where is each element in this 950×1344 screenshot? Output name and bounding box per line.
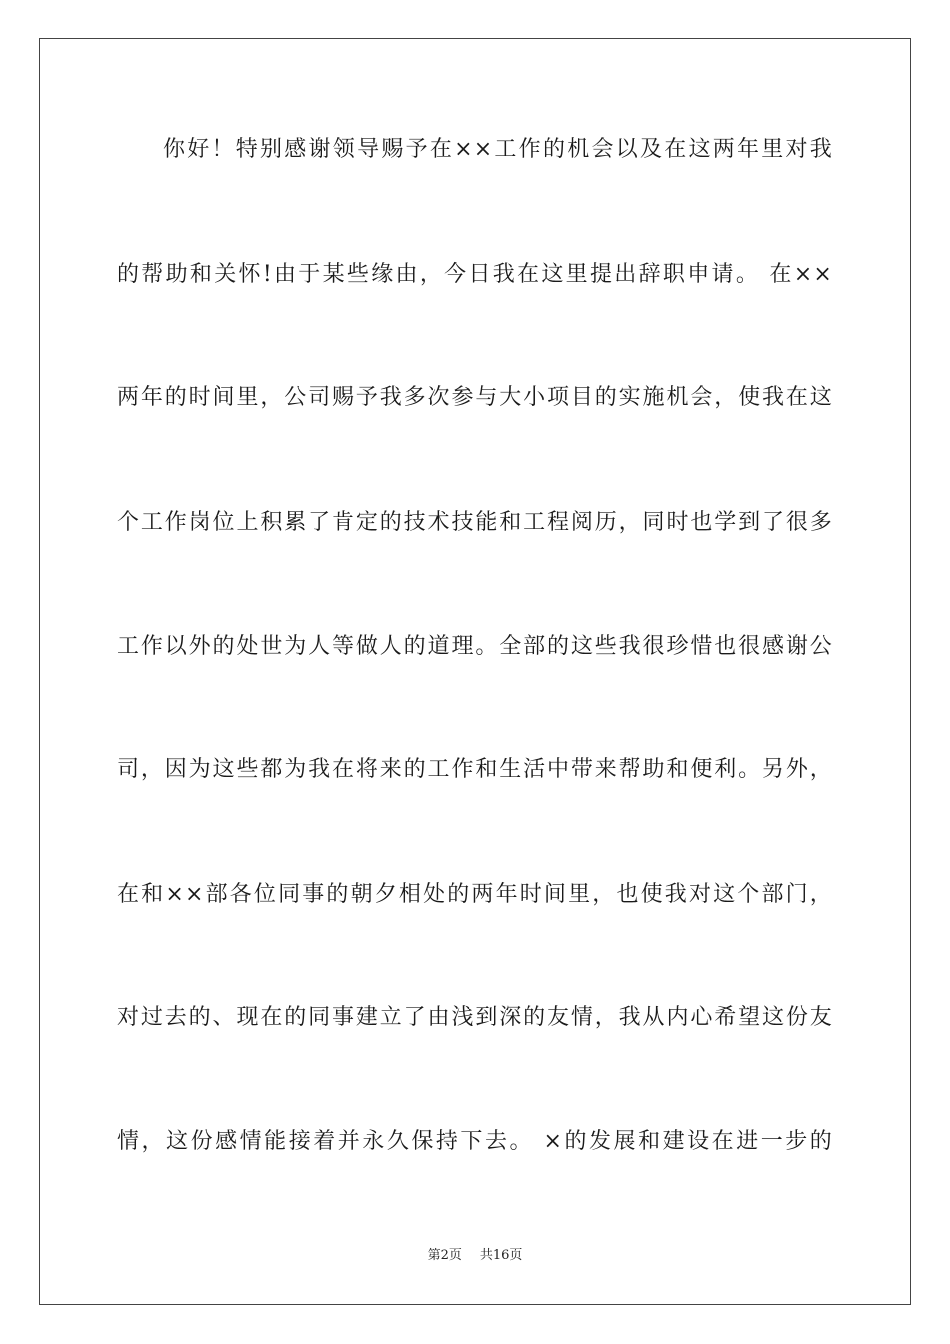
total-pages: 共16页 <box>479 1248 523 1263</box>
paragraph-line: 在和××部各位同事的朝夕相处的两年时间里，也使我对这个部门， <box>117 882 833 907</box>
paragraph-line: 你好！特别感谢领导赐予在××工作的机会以及在这两年里对我 <box>163 137 833 162</box>
paragraph-line: 情，这份感情能接着并永久保持下去。 ×的发展和建设在进一步的 <box>117 1129 833 1154</box>
page-number: 第2页 <box>427 1248 462 1263</box>
page-footer <box>0 1247 950 1265</box>
paragraph-line: 两年的时间里，公司赐予我多次参与大小项目的实施机会，使我在这 <box>117 385 833 410</box>
paragraph-line: 对过去的、现在的同事建立了由浅到深的友情，我从内心希望这份友 <box>117 1005 833 1030</box>
paragraph-line: 个工作岗位上积累了肯定的技术技能和工程阅历，同时也学到了很多 <box>117 510 833 535</box>
paragraph-line: 的帮助和关怀!由于某些缘由，今日我在这里提出辞职申请。 在×× <box>117 262 833 287</box>
paragraph-line: 工作以外的处世为人等做人的道理。全部的这些我很珍惜也很感谢公 <box>117 634 833 659</box>
paragraph-line: 司，因为这些都为我在将来的工作和生活中带来帮助和便利。另外， <box>117 757 833 782</box>
page-frame <box>39 38 911 1305</box>
